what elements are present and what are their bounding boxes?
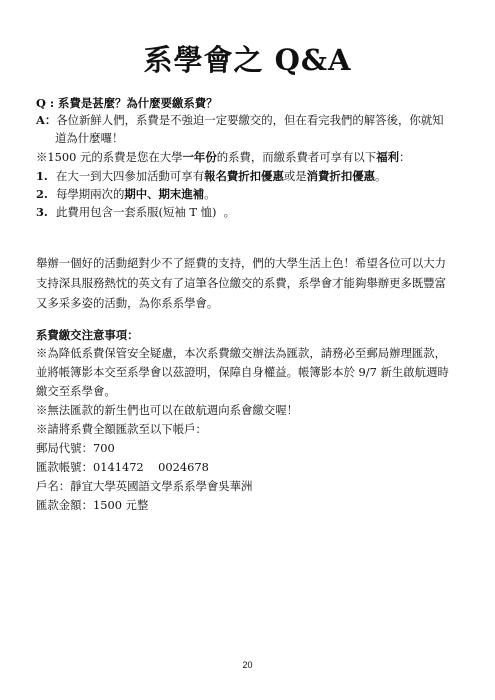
account-name-line: 戶名：靜宜大學英國語文學系系學會吳華洲 (36, 479, 253, 493)
benefit-item-text: 。 (375, 169, 387, 183)
account-number-line: 匯款帳號：0141472 0024678 (36, 460, 209, 474)
notes-line: ※無法匯款的新生們也可以在啟航週向系會繳交喔！ (36, 403, 298, 417)
answer-line-2: 道為什麼囉！ (55, 131, 124, 145)
benefit-item (36, 204, 466, 220)
benefit-item (36, 186, 466, 202)
benefit-item-number: 1. (36, 169, 48, 183)
benefit-item-text: 或是 (283, 169, 307, 183)
answer-line-1 (36, 112, 466, 128)
benefit-item-text: 在大一到大四參加活動可享有 (56, 169, 205, 183)
amount-line: 匯款金額：1500 元整 (36, 498, 149, 512)
benefit-intro-c: 的系費，而繳系費者可享有以下 (216, 150, 377, 164)
answer-prefix: A： (36, 113, 57, 127)
benefit-item-text: 。 (204, 187, 216, 201)
benefit-item (36, 168, 466, 184)
paragraph-line-1: 舉辦一個好的活動絕對少不了經費的支持，們的大學生活上色！希望各位可以大力 (36, 256, 447, 270)
postal-code-line: 郵局代號：700 (36, 441, 115, 455)
page-title: 系學會之 Q&A (143, 43, 352, 77)
benefit-item-bold: 報名費折扣優惠 (204, 169, 284, 183)
notes-line: 繳交至系學會。 (36, 384, 116, 398)
benefit-intro-a: ※1500 元的系費是您在大學 (36, 150, 183, 164)
benefit-intro-d: 福利 (376, 150, 399, 164)
benefit-item-text: 。 (216, 205, 236, 219)
notes-heading: 系費繳交注意事項： (36, 328, 139, 342)
notes-line: ※為降低系費保管安全疑慮，本次系費繳交辦法為匯款，請務必至郵局辦理匯款， (36, 346, 447, 360)
answer-text-1: 各位新鮮人們，系費是不強迫一定要繳交的，但在看完我們的解答後，你就知 (56, 113, 444, 127)
benefit-intro (36, 149, 466, 165)
benefit-item-number: 3. (36, 205, 48, 219)
benefit-item-text: 此費用包含一套系服(短袖 T 恤) (56, 205, 217, 219)
benefit-item-bold: 期中、期末進補 (124, 187, 205, 201)
notes-line: 並將帳簿影本交至系學會以茲證明，保障自身權益。帳簿影本於 9/7 新生啟航週時 (36, 365, 449, 379)
benefit-intro-b: 一年份 (182, 150, 217, 164)
paragraph-line-3: 又多采多姿的活動，為你系系學會。 (36, 296, 219, 310)
question-line: Q : 系費是甚麼？為什麼要繳系費？ (36, 96, 218, 110)
notes-line: ※請將系費全額匯款至以下帳戶： (36, 422, 207, 436)
paragraph-line-2: 支持深具服務熱忱的英文有了這筆各位繳交的系費，系學會才能夠舉辦更多既豐富 (36, 276, 447, 290)
benefit-item-number: 2. (36, 187, 48, 201)
benefit-item-text: 每學期兩次的 (56, 187, 125, 201)
benefit-item-bold: 消費折扣優惠 (306, 169, 375, 183)
page-number: 20 (242, 660, 253, 670)
benefit-intro-e: ： (399, 150, 411, 164)
